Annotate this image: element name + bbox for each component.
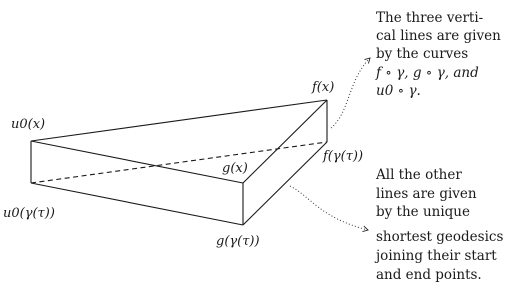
note-bottom-line-1: All the other xyxy=(376,167,462,183)
note-bottom-line-2: lines are given xyxy=(376,186,477,202)
label-f-x: f(x) xyxy=(312,80,335,95)
edge-u0x-gx xyxy=(31,141,243,183)
label-f-gamma-tau: f(γ(τ)) xyxy=(323,149,364,164)
note-vertical-lines xyxy=(375,10,501,99)
leader-arrow-top xyxy=(331,58,370,128)
edge-fx-gx xyxy=(243,100,327,183)
label-g-x: g(x) xyxy=(222,161,248,176)
note-bottom-line-5: joining their start xyxy=(376,248,497,264)
note-bottom-line-4: shortest geodesics xyxy=(376,229,504,245)
edge-u0gamma-ggamma xyxy=(31,183,243,225)
note-top-line-3: by the curves xyxy=(376,46,469,62)
note-top-line-1: The three verti- xyxy=(376,10,484,26)
edge-u0x-fx xyxy=(31,100,327,141)
note-bottom-line-3: by the unique xyxy=(376,204,470,220)
note-top-line-4: f ∘ γ, g ∘ γ, and xyxy=(376,65,479,81)
label-g-gamma-tau: g(γ(τ)) xyxy=(216,234,260,249)
leader-arrow-bottom xyxy=(290,186,368,230)
note-top-line-5: u0 ∘ γ. xyxy=(376,83,421,99)
note-bottom-line-6: and end points. xyxy=(376,267,482,283)
label-u0-gamma-tau: u0(γ(τ)) xyxy=(3,206,55,221)
edge-ggamma-fgamma xyxy=(243,142,327,225)
edge-u0gamma-fgamma-hidden xyxy=(31,142,327,183)
note-top-line-2: cal lines are given xyxy=(376,28,501,44)
label-u0-x: u0(x) xyxy=(11,117,46,132)
note-other-lines xyxy=(374,167,503,283)
